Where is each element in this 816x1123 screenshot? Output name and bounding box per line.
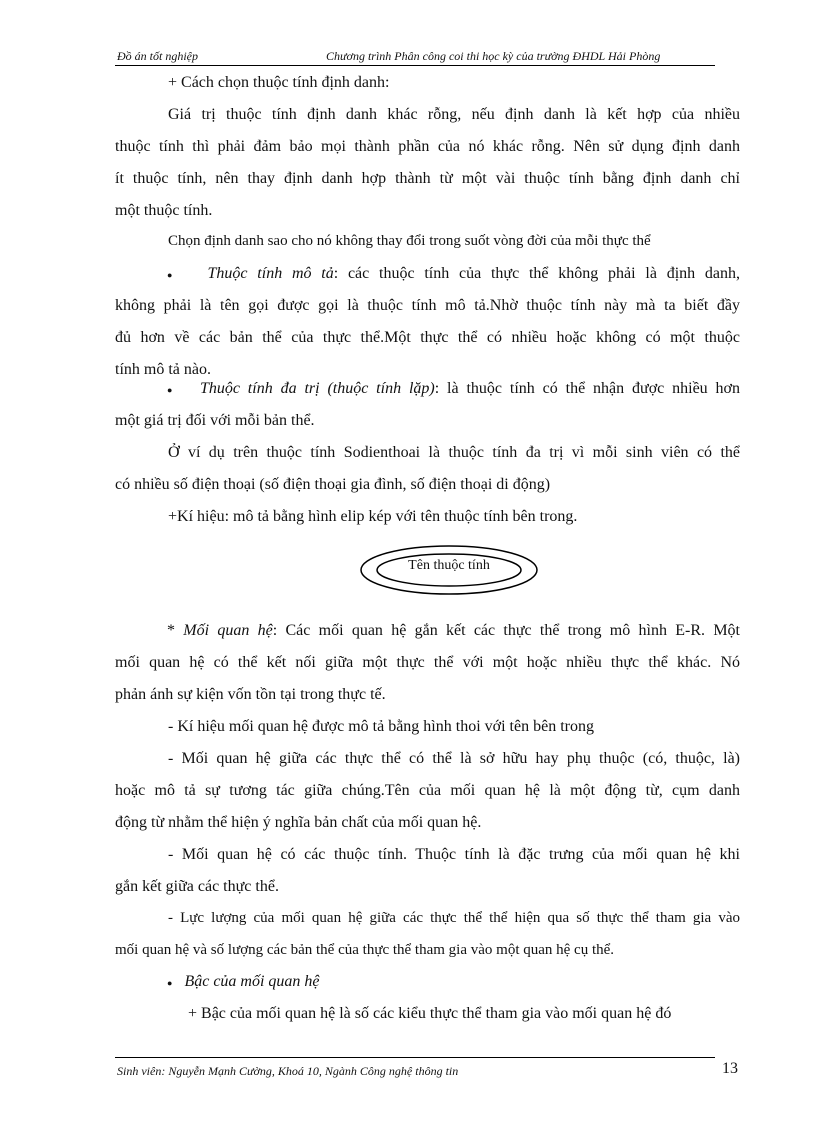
- page-number: 13: [722, 1060, 738, 1077]
- header-left: Đồ án tốt nghiệp: [117, 49, 198, 63]
- bullet-icon: ●: [167, 978, 173, 988]
- body-line: Chọn định danh sao cho nó không thay đổi trong suốt vòng đời của mỗi thực thể: [168, 233, 651, 249]
- body-line: thuộc tính thì phải đảm bảo mọi thành phần của nó khác rỗng. Nên sử dụng định danh: [115, 138, 740, 155]
- body-line: + Bậc của mối quan hệ là số các kiểu thực thể tham gia vào mối quan hệ đó: [188, 1005, 672, 1022]
- body-line: tính mô tả nào.: [115, 361, 211, 378]
- page-header: [115, 47, 715, 65]
- body-line: phản ánh sự kiện vốn tồn tại trong thực tế.: [115, 686, 386, 703]
- body-line: có nhiều số điện thoại (số điện thoại gia đình, số điện thoại di động): [115, 476, 551, 493]
- term-bac: Bậc của mối quan hệ: [184, 973, 320, 990]
- body-line: không phải là tên gọi được gọi là thuộc tính mô tả.Nhờ thuộc tính này mà ta biết đầy: [115, 297, 740, 314]
- term-mo-ta: Thuộc tính mô tả: [207, 265, 334, 282]
- body-line: mối quan hệ và số lượng các bản thể của thực thể tham gia vào một quan hệ cụ thể.: [115, 942, 615, 958]
- header-rule: [115, 65, 715, 66]
- body-line: - Kí hiệu mối quan hệ được mô tả bằng hình thoi với tên bên trong: [168, 718, 594, 735]
- body-text: : Các mối quan hệ gắn kết các thực thể trong mô hình E-R. Một: [272, 622, 741, 639]
- body-line: - Mối quan hệ có các thuộc tính. Thuộc tính là đặc trưng của mối quan hệ khi: [168, 846, 740, 863]
- header-right: Chương trình Phân công coi thi học kỳ của trường ĐHDL Hải Phòng: [326, 49, 661, 63]
- body-line: một giá trị đối với mỗi bản thể.: [115, 412, 315, 429]
- body-line: +Kí hiệu: mô tả bằng hình elip kép với tên thuộc tính bên trong.: [168, 508, 578, 525]
- body-line: mối quan hệ có thể kết nối giữa một thực thể với một hoặc nhiều thực thể khác. Nó: [115, 654, 740, 671]
- body-line: [167, 973, 320, 991]
- term-moi-quan-he: Mối quan hệ: [183, 622, 273, 639]
- double-ellipse-icon: [359, 544, 539, 596]
- body-text: : các thuộc tính của thực thể không phải là định danh,: [333, 265, 741, 282]
- body-line: động từ nhằm thể hiện ý nghĩa bản chất của mối quan hệ.: [115, 814, 482, 831]
- body-line: [167, 380, 740, 398]
- body-line: - Mối quan hệ giữa các thực thể có thể là sở hữu hay phụ thuộc (có, thuộc, là): [168, 750, 740, 767]
- footer-rule: [115, 1057, 715, 1058]
- bullet-icon: ●: [167, 270, 179, 280]
- diagram-label: Tên thuộc tính: [408, 558, 490, 573]
- asterisk-mark: *: [167, 622, 175, 639]
- bullet-icon: ●: [167, 385, 177, 395]
- body-line: ít thuộc tính, nên thay định danh hợp thành từ một vài thuộc tính bằng định danh chỉ: [115, 170, 740, 187]
- footer-text: Sinh viên: Nguyễn Mạnh Cường, Khoá 10, Ngành Công nghệ thông tin: [117, 1064, 459, 1078]
- body-line: hoặc mô tả sự tương tác giữa chúng.Tên của mối quan hệ là một động từ, cụm danh: [115, 782, 740, 799]
- body-line: gắn kết giữa các thực thể.: [115, 878, 279, 895]
- body-line: [167, 265, 740, 283]
- body-line: [167, 622, 740, 640]
- term-da-tri: Thuộc tính đa trị (thuộc tính lặp): [199, 380, 435, 397]
- body-line: một thuộc tính.: [115, 202, 213, 219]
- body-text: : là thuộc tính có thể nhận được nhiều hơn: [434, 380, 741, 397]
- body-line: - Lực lượng của mối quan hệ giữa các thực thể thể hiện qua số thực thể tham gia vào: [168, 910, 740, 926]
- body-line: + Cách chọn thuộc tính định danh:: [168, 74, 390, 91]
- body-line: Ở ví dụ trên thuộc tính Sodienthoai là thuộc tính đa trị vì mỗi sinh viên có thể: [168, 444, 740, 461]
- body-line: đủ hơn về các bản thể của thực thể.Một thực thể có nhiều hoặc không có một thuộc: [115, 329, 740, 346]
- body-line: Giá trị thuộc tính định danh khác rỗng, nếu định danh là kết hợp của nhiều: [168, 106, 740, 123]
